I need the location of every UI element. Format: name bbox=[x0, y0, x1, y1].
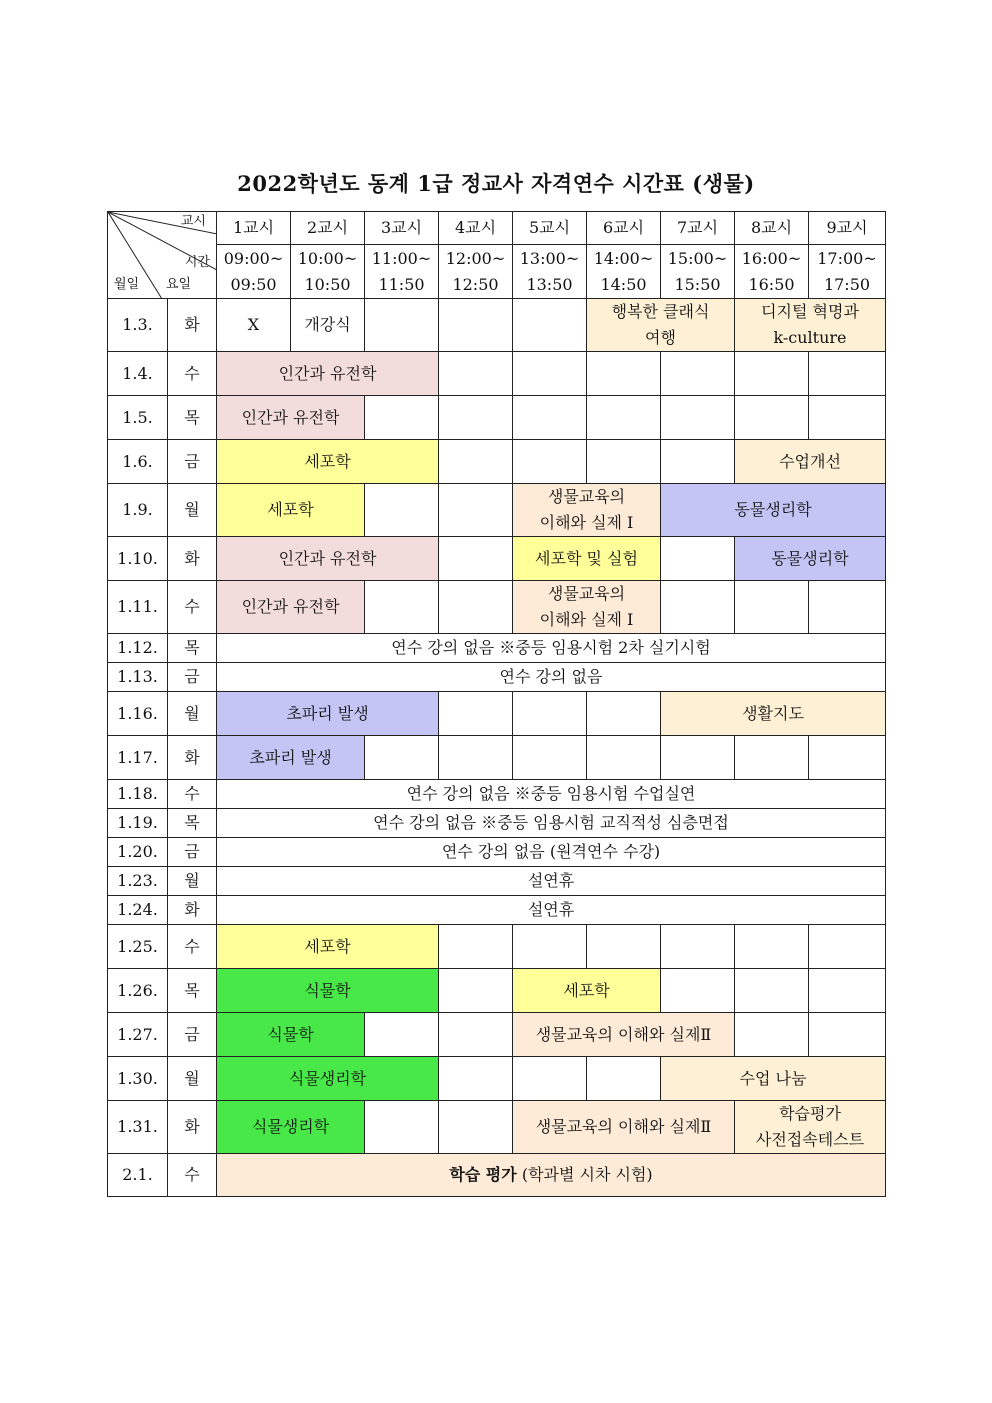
period-end-time: 15:50 bbox=[674, 274, 721, 294]
class-slot-cell: 인간과 유전학 bbox=[217, 537, 439, 581]
date-cell: 1.17. bbox=[108, 736, 168, 780]
empty-slot-cell bbox=[439, 484, 513, 537]
weekday-cell: 금 bbox=[168, 838, 217, 867]
empty-slot-cell bbox=[661, 352, 735, 396]
date-cell: 1.18. bbox=[108, 780, 168, 809]
class-slot-cell: 동물생리학 bbox=[661, 484, 886, 537]
class-slot-cell: 초파리 발생 bbox=[217, 736, 365, 780]
period-time-4 bbox=[439, 245, 513, 299]
period-start-time: 10:00~ bbox=[297, 248, 358, 268]
weekday-cell: 수 bbox=[168, 925, 217, 969]
corner-time-label: 시간 bbox=[184, 255, 210, 270]
empty-slot-cell bbox=[661, 396, 735, 440]
date-cell: 1.3. bbox=[108, 299, 168, 352]
weekday-cell: 금 bbox=[168, 663, 217, 692]
class-slot-cell: 연수 강의 없음 ※중등 임용시험 수업실연 bbox=[217, 780, 886, 809]
corner-header-cell bbox=[108, 212, 217, 299]
period-end-time: 11:50 bbox=[378, 274, 425, 294]
empty-slot-cell bbox=[439, 396, 513, 440]
empty-slot-cell bbox=[809, 396, 886, 440]
empty-slot-cell bbox=[809, 581, 886, 634]
class-slot-line: 여행 bbox=[645, 328, 676, 347]
table-row bbox=[108, 634, 886, 663]
corner-monthday-label: 월일 bbox=[114, 277, 140, 292]
timetable bbox=[107, 211, 886, 1197]
class-slot-cell: 연수 강의 없음 ※중등 임용시험 교직적성 심층면접 bbox=[217, 809, 886, 838]
empty-slot-cell bbox=[439, 1057, 513, 1101]
weekday-cell: 화 bbox=[168, 896, 217, 925]
date-cell: 2.1. bbox=[108, 1154, 168, 1197]
empty-slot-cell bbox=[439, 1101, 513, 1154]
empty-slot-cell bbox=[809, 352, 886, 396]
table-row bbox=[108, 440, 886, 484]
class-slot-line: k-culture bbox=[773, 328, 847, 347]
class-slot-cell: X bbox=[217, 299, 291, 352]
class-slot-cell: 세포학 bbox=[217, 440, 439, 484]
table-row bbox=[108, 396, 886, 440]
empty-slot-cell bbox=[439, 537, 513, 581]
table-row bbox=[108, 809, 886, 838]
date-cell: 1.4. bbox=[108, 352, 168, 396]
period-time-6 bbox=[587, 245, 661, 299]
empty-slot-cell bbox=[587, 736, 661, 780]
empty-slot-cell bbox=[661, 736, 735, 780]
period-time-8 bbox=[735, 245, 809, 299]
table-row bbox=[108, 299, 886, 352]
date-cell: 1.23. bbox=[108, 867, 168, 896]
empty-slot-cell bbox=[439, 440, 513, 484]
table-row bbox=[108, 663, 886, 692]
class-slot-cell: 수업개선 bbox=[735, 440, 886, 484]
class-slot-cell: 설연휴 bbox=[217, 867, 886, 896]
date-cell: 1.16. bbox=[108, 692, 168, 736]
empty-slot-cell bbox=[439, 969, 513, 1013]
empty-slot-cell bbox=[365, 581, 439, 634]
period-end-time: 09:50 bbox=[230, 274, 277, 294]
weekday-cell: 목 bbox=[168, 969, 217, 1013]
table-row bbox=[108, 352, 886, 396]
class-slot-cell: 생물교육의 이해와 실제Ⅱ bbox=[513, 1101, 735, 1154]
empty-slot-cell bbox=[661, 581, 735, 634]
period-header-6: 6교시 bbox=[587, 212, 661, 245]
class-slot-line: 사전접속테스트 bbox=[755, 1130, 865, 1149]
class-slot-cell: 동물생리학 bbox=[735, 537, 886, 581]
period-time-1 bbox=[217, 245, 291, 299]
empty-slot-cell bbox=[735, 352, 809, 396]
page-title: 2022학년도 동계 1급 정교사 자격연수 시간표 (생물) bbox=[237, 171, 755, 196]
empty-slot-cell bbox=[365, 1101, 439, 1154]
weekday-cell: 화 bbox=[168, 299, 217, 352]
empty-slot-cell bbox=[735, 925, 809, 969]
date-cell: 1.12. bbox=[108, 634, 168, 663]
period-start-time: 16:00~ bbox=[741, 248, 802, 268]
period-time-5 bbox=[513, 245, 587, 299]
table-row bbox=[108, 484, 886, 537]
empty-slot-cell bbox=[513, 1057, 587, 1101]
date-cell: 1.19. bbox=[108, 809, 168, 838]
weekday-cell: 목 bbox=[168, 396, 217, 440]
table-row bbox=[108, 867, 886, 896]
date-cell: 1.25. bbox=[108, 925, 168, 969]
weekday-cell: 월 bbox=[168, 692, 217, 736]
table-row bbox=[108, 692, 886, 736]
period-time-7 bbox=[661, 245, 735, 299]
empty-slot-cell bbox=[439, 925, 513, 969]
class-slot-cell: 식물생리학 bbox=[217, 1101, 365, 1154]
weekday-cell: 수 bbox=[168, 581, 217, 634]
table-row bbox=[108, 969, 886, 1013]
empty-slot-cell bbox=[365, 484, 439, 537]
period-time-3 bbox=[365, 245, 439, 299]
table-row bbox=[108, 1101, 886, 1154]
empty-slot-cell bbox=[439, 736, 513, 780]
period-end-time: 17:50 bbox=[823, 274, 871, 294]
class-slot-cell: 세포학 bbox=[217, 484, 365, 537]
class-slot-cell bbox=[513, 581, 661, 634]
date-cell: 1.26. bbox=[108, 969, 168, 1013]
class-slot-cell: 초파리 발생 bbox=[217, 692, 439, 736]
class-slot-cell: 식물생리학 bbox=[217, 1057, 439, 1101]
empty-slot-cell bbox=[513, 396, 587, 440]
period-start-time: 17:00~ bbox=[817, 248, 877, 268]
period-time-2 bbox=[291, 245, 365, 299]
date-cell: 1.13. bbox=[108, 663, 168, 692]
table-row bbox=[108, 1154, 886, 1197]
period-start-time: 11:00~ bbox=[371, 248, 432, 268]
empty-slot-cell bbox=[735, 736, 809, 780]
weekday-cell: 목 bbox=[168, 809, 217, 838]
table-row bbox=[108, 1013, 886, 1057]
class-slot-line: 행복한 클래식 bbox=[611, 302, 710, 321]
period-end-time: 10:50 bbox=[304, 274, 351, 294]
class-slot-cell bbox=[587, 299, 735, 352]
period-header-2: 2교시 bbox=[291, 212, 365, 245]
date-cell: 1.30. bbox=[108, 1057, 168, 1101]
empty-slot-cell bbox=[735, 396, 809, 440]
empty-slot-cell bbox=[735, 581, 809, 634]
class-slot-cell bbox=[735, 1101, 886, 1154]
period-header-8: 8교시 bbox=[735, 212, 809, 245]
weekday-cell: 수 bbox=[168, 1154, 217, 1197]
date-cell: 1.24. bbox=[108, 896, 168, 925]
class-slot-cell: 인간과 유전학 bbox=[217, 581, 365, 634]
empty-slot-cell bbox=[439, 352, 513, 396]
class-slot-cell bbox=[735, 299, 886, 352]
class-slot-cell: 생활지도 bbox=[661, 692, 886, 736]
class-slot-cell: 수업 나눔 bbox=[661, 1057, 886, 1101]
class-slot-cell: 연수 강의 없음 bbox=[217, 663, 886, 692]
period-start-time: 13:00~ bbox=[519, 248, 580, 268]
period-start-time: 15:00~ bbox=[667, 248, 728, 268]
empty-slot-cell bbox=[513, 440, 587, 484]
empty-slot-cell bbox=[661, 440, 735, 484]
evaluation-note: (학과별 시차 시험) bbox=[516, 1165, 653, 1184]
empty-slot-cell bbox=[587, 692, 661, 736]
class-slot-cell: 식물학 bbox=[217, 1013, 365, 1057]
period-end-time: 16:50 bbox=[748, 274, 795, 294]
empty-slot-cell bbox=[735, 1013, 809, 1057]
corner-period-label: 교시 bbox=[180, 214, 206, 229]
weekday-cell: 화 bbox=[168, 537, 217, 581]
weekday-cell: 수 bbox=[168, 780, 217, 809]
class-slot-cell: 설연휴 bbox=[217, 896, 886, 925]
class-slot-line: 생물교육의 bbox=[547, 487, 626, 506]
empty-slot-cell bbox=[365, 1013, 439, 1057]
empty-slot-cell bbox=[809, 925, 886, 969]
empty-slot-cell bbox=[513, 299, 587, 352]
table-row bbox=[108, 838, 886, 867]
date-cell: 1.6. bbox=[108, 440, 168, 484]
empty-slot-cell bbox=[365, 736, 439, 780]
date-cell: 1.20. bbox=[108, 838, 168, 867]
empty-slot-cell bbox=[439, 692, 513, 736]
period-header-5: 5교시 bbox=[513, 212, 587, 245]
empty-slot-cell bbox=[439, 299, 513, 352]
period-time-9 bbox=[809, 245, 886, 299]
weekday-cell: 화 bbox=[168, 736, 217, 780]
class-slot-cell: 세포학 bbox=[513, 969, 661, 1013]
table-row bbox=[108, 925, 886, 969]
class-slot-cell: 인간과 유전학 bbox=[217, 396, 365, 440]
empty-slot-cell bbox=[365, 396, 439, 440]
empty-slot-cell bbox=[439, 581, 513, 634]
class-slot-cell: 인간과 유전학 bbox=[217, 352, 439, 396]
class-slot-cell: 연수 강의 없음 (원격연수 수강) bbox=[217, 838, 886, 867]
period-end-time: 14:50 bbox=[600, 274, 647, 294]
period-header-4: 4교시 bbox=[439, 212, 513, 245]
weekday-cell: 월 bbox=[168, 484, 217, 537]
empty-slot-cell bbox=[513, 925, 587, 969]
class-slot-cell: 연수 강의 없음 ※중등 임용시험 2차 실기시험 bbox=[217, 634, 886, 663]
class-slot-cell: 개강식 bbox=[291, 299, 365, 352]
class-slot-cell: 세포학 및 실험 bbox=[513, 537, 661, 581]
class-slot-line: 디지털 혁명과 bbox=[761, 302, 859, 321]
empty-slot-cell bbox=[513, 692, 587, 736]
empty-slot-cell bbox=[365, 299, 439, 352]
empty-slot-cell bbox=[587, 352, 661, 396]
table-row bbox=[108, 1057, 886, 1101]
date-cell: 1.31. bbox=[108, 1101, 168, 1154]
empty-slot-cell bbox=[513, 736, 587, 780]
period-end-time: 13:50 bbox=[526, 274, 573, 294]
table-row bbox=[108, 896, 886, 925]
corner-weekday-label: 요일 bbox=[166, 277, 192, 292]
table-row bbox=[108, 537, 886, 581]
class-slot-line: 이해와 실제 I bbox=[539, 610, 634, 629]
empty-slot-cell bbox=[587, 440, 661, 484]
class-slot-line: 이해와 실제 I bbox=[539, 513, 634, 532]
class-slot-cell: 식물학 bbox=[217, 969, 439, 1013]
date-cell: 1.9. bbox=[108, 484, 168, 537]
weekday-cell: 수 bbox=[168, 352, 217, 396]
period-header-1: 1교시 bbox=[217, 212, 291, 245]
date-cell: 1.5. bbox=[108, 396, 168, 440]
empty-slot-cell bbox=[587, 396, 661, 440]
empty-slot-cell bbox=[809, 969, 886, 1013]
period-header-9: 9교시 bbox=[809, 212, 886, 245]
empty-slot-cell bbox=[809, 736, 886, 780]
date-cell: 1.10. bbox=[108, 537, 168, 581]
table-row bbox=[108, 736, 886, 780]
date-cell: 1.11. bbox=[108, 581, 168, 634]
table-row bbox=[108, 581, 886, 634]
empty-slot-cell bbox=[587, 925, 661, 969]
period-start-time: 09:00~ bbox=[223, 248, 284, 268]
class-slot-cell: 세포학 bbox=[217, 925, 439, 969]
period-start-time: 14:00~ bbox=[593, 248, 654, 268]
empty-slot-cell bbox=[809, 1013, 886, 1057]
empty-slot-cell bbox=[661, 969, 735, 1013]
weekday-cell: 금 bbox=[168, 1013, 217, 1057]
empty-slot-cell bbox=[661, 537, 735, 581]
period-header-3: 3교시 bbox=[365, 212, 439, 245]
empty-slot-cell bbox=[587, 1057, 661, 1101]
weekday-cell: 화 bbox=[168, 1101, 217, 1154]
class-slot-cell: 생물교육의 이해와 실제Ⅱ bbox=[513, 1013, 735, 1057]
period-header-7: 7교시 bbox=[661, 212, 735, 245]
class-slot-line: 생물교육의 bbox=[547, 584, 626, 603]
empty-slot-cell bbox=[661, 925, 735, 969]
evaluation-label: 학습 평가 bbox=[449, 1165, 517, 1184]
period-start-time: 12:00~ bbox=[445, 248, 506, 268]
period-end-time: 12:50 bbox=[452, 274, 499, 294]
weekday-cell: 월 bbox=[168, 1057, 217, 1101]
class-slot-cell bbox=[217, 1154, 886, 1197]
table-row bbox=[108, 780, 886, 809]
weekday-cell: 금 bbox=[168, 440, 217, 484]
empty-slot-cell bbox=[735, 969, 809, 1013]
date-cell: 1.27. bbox=[108, 1013, 168, 1057]
empty-slot-cell bbox=[439, 1013, 513, 1057]
weekday-cell: 목 bbox=[168, 634, 217, 663]
empty-slot-cell bbox=[513, 352, 587, 396]
class-slot-cell bbox=[513, 484, 661, 537]
class-slot-line: 학습평가 bbox=[779, 1104, 841, 1123]
weekday-cell: 월 bbox=[168, 867, 217, 896]
